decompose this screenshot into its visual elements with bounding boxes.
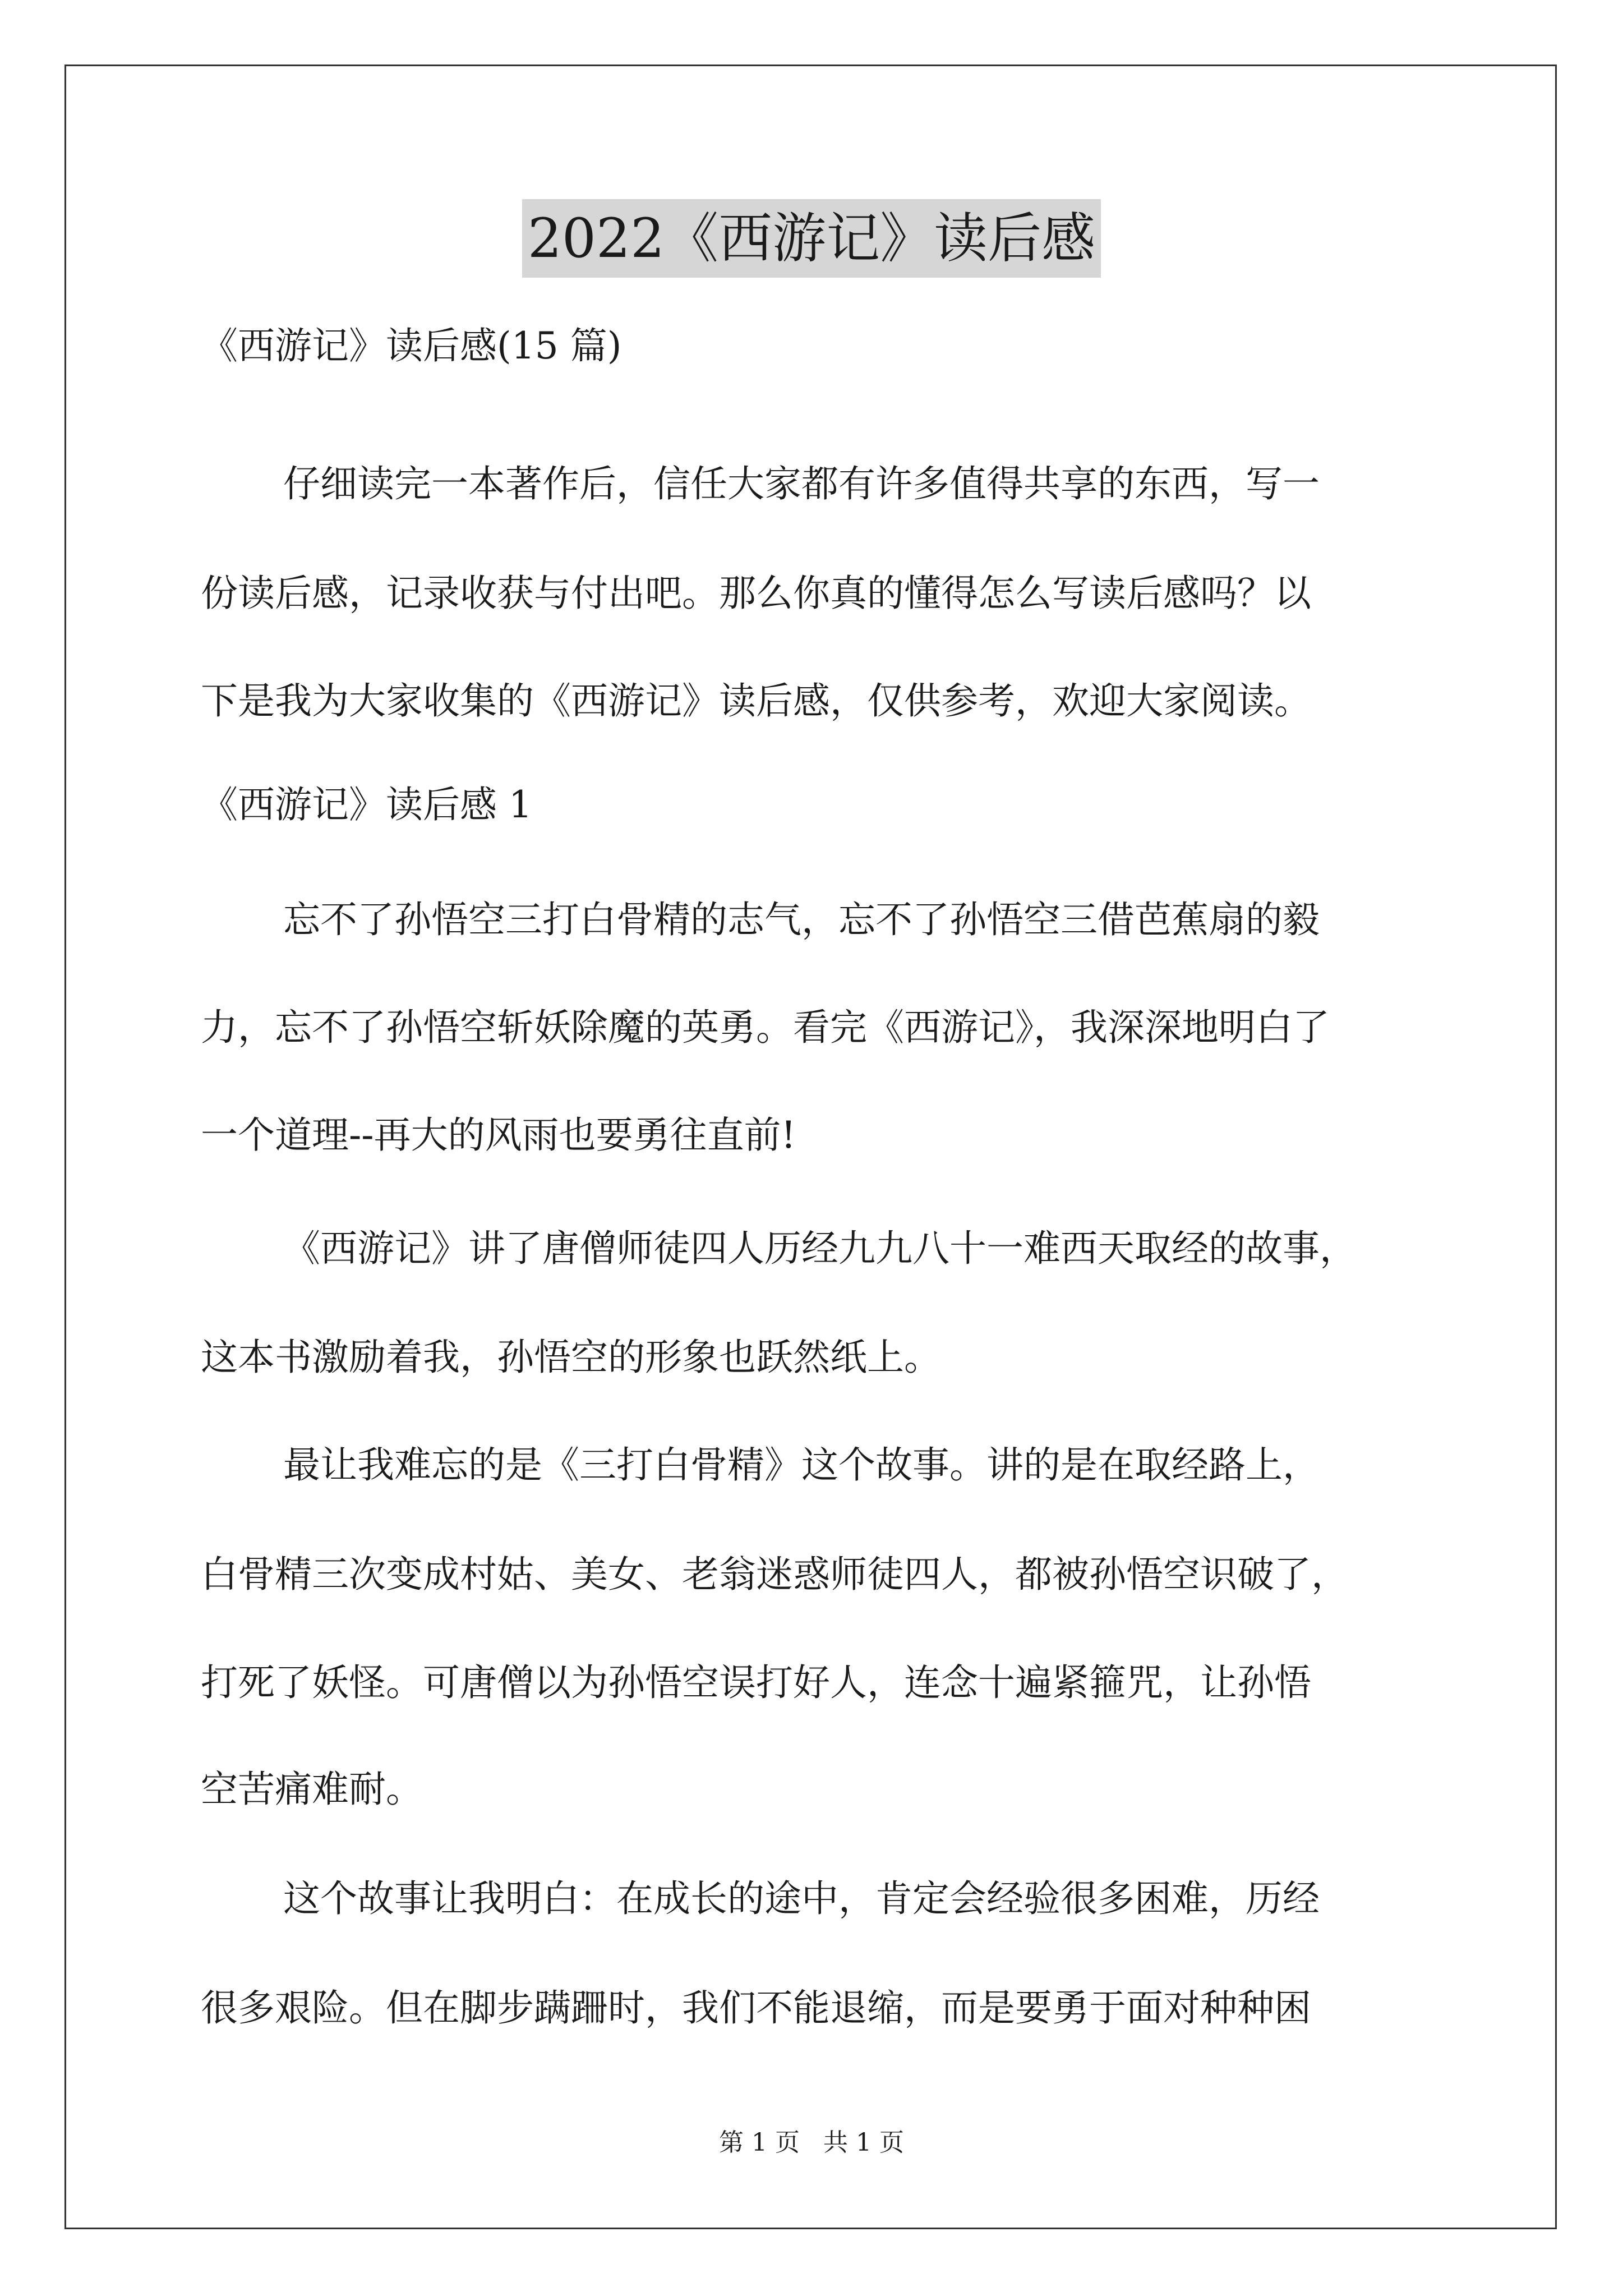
section-heading: 《西游记》读后感 1: [201, 783, 532, 826]
paragraph-line: 打死了妖怪。可唐僧以为孙悟空误打好人，连念十遍紧箍咒，让孙悟: [201, 1661, 1311, 1704]
title-container: [0, 199, 1623, 278]
page-number: 第 1 页: [719, 2128, 800, 2157]
page-total: 共 1 页: [823, 2128, 904, 2157]
paragraph-line: 忘不了孙悟空三打白骨精的志气，忘不了孙悟空三借芭蕉扇的毅: [283, 898, 1320, 941]
document-title: 2022《西游记》读后感: [522, 199, 1101, 278]
paragraph-line: 最让我难忘的是《三打白骨精》这个故事。讲的是在取经路上，: [283, 1443, 1320, 1487]
paragraph-line: 《西游记》讲了唐僧师徒四人历经九九八十一难西天取经的故事，: [283, 1227, 1357, 1270]
paragraph-line: 份读后感，记录收获与付出吧。那么你真的懂得怎么写读后感吗？以: [201, 572, 1311, 615]
paragraph-line: 白骨精三次变成村姑、美女、老翁迷惑师徒四人，都被孙悟空识破了，: [201, 1553, 1348, 1596]
paragraph-line: 力，忘不了孙悟空斩妖除魔的英勇。看完《西游记》，我深深地明白了: [201, 1006, 1330, 1049]
paragraph-line: 这本书激励着我，孙悟空的形象也跃然纸上。: [201, 1336, 941, 1379]
subtitle-line: 《西游记》读后感(15 篇): [201, 324, 622, 367]
paragraph-line: 这个故事让我明白：在成长的途中，肯定会经验很多困难，历经: [283, 1877, 1320, 1920]
paragraph-line: 仔细读完一本著作后，信任大家都有许多值得共享的东西，写一: [283, 462, 1320, 505]
paragraph-line: 很多艰险。但在脚步蹒跚时，我们不能退缩，而是要勇于面对种种困: [201, 1986, 1311, 2030]
paragraph-line: 空苦痛难耐。: [201, 1768, 423, 1811]
page-footer: [0, 2126, 1623, 2160]
paragraph-line: 一个道理--再大的风雨也要勇往直前!: [201, 1114, 796, 1157]
paragraph-line: 下是我为大家收集的《西游记》读后感，仅供参考，欢迎大家阅读。: [201, 679, 1311, 723]
